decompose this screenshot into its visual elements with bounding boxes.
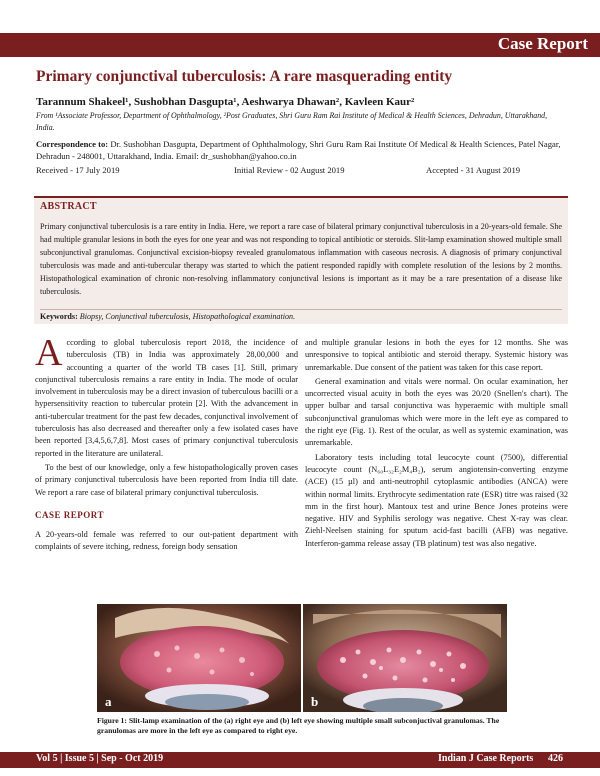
paragraph-3: A 20-years-old female was referred to our out-patient department with complaints of severe itching, redness, foreign body sensation: [35, 530, 298, 552]
journal-name: Indian J Case Reports: [438, 753, 534, 764]
issue-info: Vol 5 | Issue 5 | Sep - Oct 2019: [36, 753, 164, 764]
correspondence-label: Correspondence to:: [36, 139, 109, 149]
footer-banner: [0, 752, 600, 768]
affiliation: From ¹Associate Professor, Department of Ophthalmology, ²Post Graduates, Shri Guru Ram Rai Institute of Medical & Health Sciences, Dehradun, Uttarakhand, India.: [36, 111, 548, 132]
intro-paragraph: According to global tuberculosis report 2018, the incidence of tuberculosis (TB) in India was approximately 28,00,000 and accounting a quarter of the world TB cases [1]. Still, primary conjunctival tuberculosis remains a rare entity in India. The mode of ocular involvement in tuberculosis may be a direct invasion of tuberculous bacilli or a hypersensitivity reaction to tubercular protein [2]. With the advancement in anti-tubercular treatment for the past few decades, conjunctival involvement of tuberculosis has also decreased and thereafter only a few isolated cases have been reported [3,4,5,6,7,8]. Most cases of primary conjunctival tuberculosis reported in the literature are unilateral.: [35, 332, 298, 458]
left-eye-photo: [303, 604, 507, 712]
received-date: Received - 17 July 2019: [36, 165, 120, 175]
right-column: [305, 337, 568, 552]
abstract-heading: ABSTRACT: [40, 201, 97, 212]
correspondence: [36, 138, 566, 162]
paragraph-6: Laboratory tests including total leucocyte count (7500), differential leucocyte count (N₆₀L₃₂E₂M₄B₂), serum angiotensin-converting enzyme (ACE) (15 µl) and anti-neutrophil cytoplasmic antibodies (ANCA) were within normal limits. Erythrocyte sedimentation rate (ESR) titre was raised (32 mm in the first hour). Mantoux test and urine Bence Jones proteins were negative. HIV and Syphilis serology was negative. Chest X-ray was clear. Ziehl-Neelsen staining for sputum acid-fast bacilli (AFB) was negative. Interferon-gamma release assay (TB platinum) test was also negative.: [305, 452, 568, 548]
abstract-box: [34, 196, 568, 324]
correspondence-text: Dr. Sushobhan Dasgupta, Department of Ophthalmology, Shri Guru Ram Rai Institute Of Medical & Health Sciences, Patel Nagar, Dehradun - 248001, Uttarakhand, India. Email: dr_sushobhan@yahoo.co.in: [36, 139, 561, 161]
keywords-text: Biopsy, Conjunctival tuberculosis, Histopathological examination.: [79, 312, 296, 321]
abstract-text: Primary conjunctival tuberculosis is a rare entity in India. Here, we report a rare case of bilateral primary conjunctival tuberculosis in a 20-years-old female. She had multiple granular lesions in both the eyes for one year and was not responding to topical antibiotic or steroids. Slit-lamp examination showed multiple small subconjunctival granulomas. Conjunctival excision-biopsy revealed granulomatous inflammation with caseous necrosis. A diagnosis of primary conjunctival tuberculosis was made and anti-tubercular therapy was started to which the patient responded rapidly with complete resolution of the lesions by 2 months. Histopathological examination of chronic non-resolving inflammatory conjunctival lesions is important as it may be a rare presentation of a disease like tuberculosis.: [40, 222, 562, 296]
drop-cap: A: [35, 332, 63, 374]
keywords: [40, 309, 562, 321]
article-title: Primary conjunctival tuberculosis: A rare masquerading entity: [36, 68, 453, 85]
review-date: Initial Review - 02 August 2019: [234, 165, 345, 175]
figure-caption: Figure 1: Slit-lamp examination of the (a) right eye and (b) left eye showing multiple small subconjuctival granulomas. The granulomas are more in the left eye as compared to right eye.: [97, 716, 500, 735]
panel-label-b: b: [311, 694, 319, 709]
case-report-heading: CASE REPORT: [35, 509, 104, 520]
paragraph-4: and multiple granular lesions in both the eyes for 12 months. She was unresponsive to topical antibiotic and steroid therapy. Systemic history was unremarkable. Due consent of the patient was taken for this case report.: [305, 338, 568, 372]
section-label: Case Report: [497, 34, 588, 53]
page-number: 426: [548, 753, 563, 764]
panel-label-a: a: [105, 694, 112, 709]
right-eye-photo: [97, 604, 301, 712]
left-column: [35, 332, 298, 556]
keywords-label: Keywords:: [40, 312, 78, 321]
accepted-date: Accepted - 31 August 2019: [426, 165, 521, 175]
paragraph-5: General examination and vitals were normal. On ocular examination, her uncorrected visual acuity in both the eyes was 20/20 (Snellen's chart). The upper bulbar and tarsal conjunctiva was hyperaemic with multiple small subconjunctival granulomas which were more in the left eye as compared to the right eye (Fig. 1). Rest of the ocular, as well as systemic examination, was unremarkable.: [305, 376, 568, 448]
section-banner: [0, 33, 600, 57]
figure-1: [97, 604, 507, 712]
paragraph-2: To the best of our knowledge, only a few histopathologically proven cases of primary conjunctival tuberculosis have been reported from India till date. We report a rare case of bilateral primary conjunctival tuberculosis.: [35, 462, 298, 497]
author-list: Tarannum Shakeel¹, Sushobhan Dasgupta¹, Aeshwarya Dhawan², Kavleen Kaur²: [36, 96, 415, 108]
